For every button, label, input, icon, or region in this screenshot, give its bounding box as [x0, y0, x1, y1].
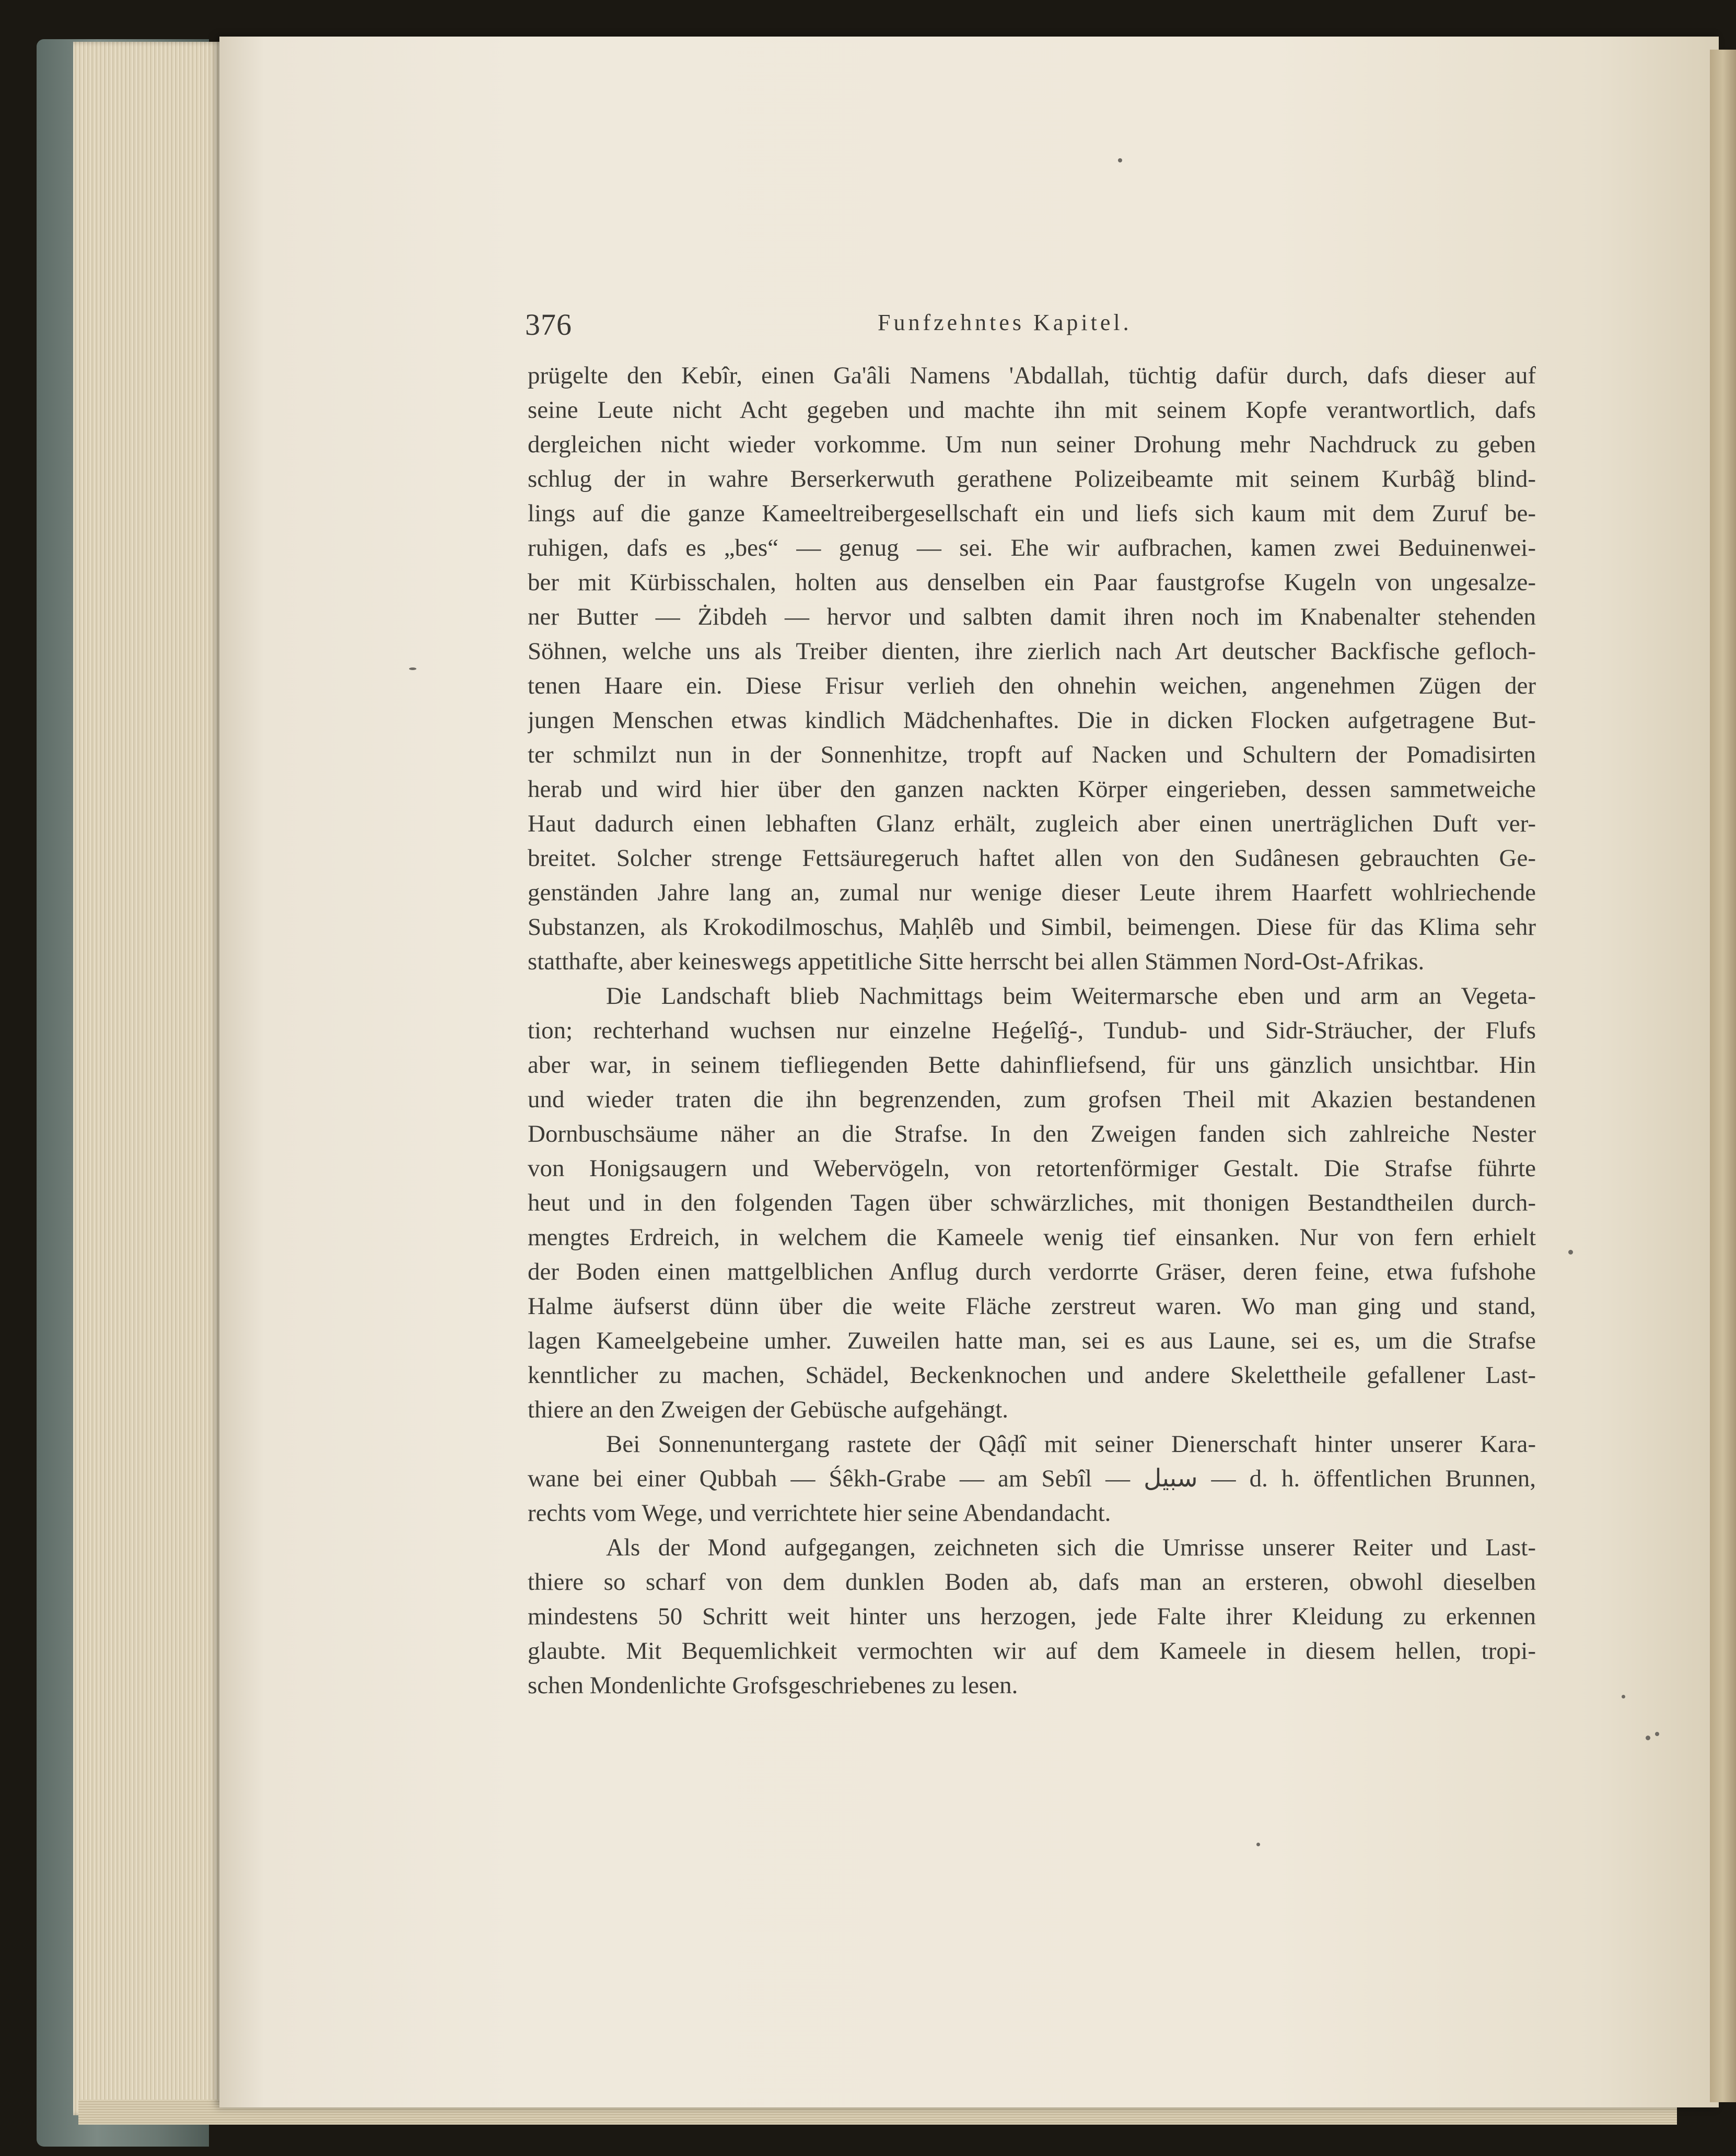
body-text [528, 358, 1536, 1703]
text-line: Halme äufserst dünn über die weite Fläche zerstreut waren. Wo man ging und stand, [528, 1293, 1536, 1320]
text-line: prügelte den Kebîr, einen Ga'âli Namens 'Abdallah, tüchtig dafür durch, dafs dieser auf [528, 362, 1536, 389]
text-line: glaubte. Mit Bequemlichkeit vermochten wir auf dem Kameele in diesem hellen, tropi- [528, 1637, 1536, 1665]
text-line: schen Mondenlichte Grofsgeschriebenes zu lesen. [528, 1672, 1018, 1699]
speck-mark [1256, 1843, 1260, 1846]
text-line: Substanzen, als Krokodilmoschus, Maḥlêb und Simbil, beimengen. Diese für das Klima sehr [528, 913, 1536, 941]
text-line: lings auf die ganze Kameeltreibergesellschaft ein und liefs sich kaum mit dem Zuruf be- [528, 500, 1536, 527]
text-line: dergleichen nicht wieder vorkomme. Um nun seiner Drohung mehr Nachdruck zu geben [528, 431, 1536, 458]
speck-mark [409, 667, 416, 670]
page-header [525, 307, 1533, 349]
text-line: Die Landschaft blieb Nachmittags beim Weitermarsche eben und arm an Vegeta- [606, 982, 1536, 1010]
text-line: thiere an den Zweigen der Gebüsche aufgehängt. [528, 1396, 1009, 1423]
text-line: ruhigen, dafs es „bes“ — genug — sei. Ehe wir aufbrachen, kamen zwei Beduinenwei- [528, 534, 1536, 561]
text-line: mindestens 50 Schritt weit hinter uns herzogen, jede Falte ihrer Kleidung zu erkennen [528, 1603, 1536, 1630]
text-line: von Honigsaugern und Webervögeln, von retortenförmiger Gestalt. Die Strafse führte [528, 1155, 1536, 1182]
text-line: wane bei einer Qubbah — Śêkh-Grabe — am Sebîl — سبيل — d. h. öffentlichen Brunnen, [528, 1465, 1536, 1492]
text-line: seine Leute nicht Acht gegeben und machte ihn mit seinem Kopfe verantwortlich, dafs [528, 396, 1536, 424]
text-line: ber mit Kürbisschalen, holten aus denselben ein Paar faustgrofse Kugeln von ungesalze- [528, 569, 1536, 596]
text-line: lagen Kameelgebeine umher. Zuweilen hatte man, sei es aus Laune, sei es, um die Strafse [528, 1327, 1536, 1354]
text-line: breitet. Solcher strenge Fettsäuregeruch haftet allen von den Sudânesen gebrauchten Ge- [528, 845, 1536, 872]
speck-mark [1655, 1732, 1659, 1736]
text-line: Bei Sonnenuntergang rastete der Qâḍî mit seiner Dienerschaft hinter unserer Kara- [606, 1431, 1536, 1458]
page-number: 376 [525, 308, 572, 342]
running-head: Funfzehntes Kapitel. [878, 310, 1132, 335]
text-line: rechts vom Wege, und verrichtete hier seine Abendandacht. [528, 1499, 1111, 1527]
text-line: schlug der in wahre Berserkerwuth gerathene Polizeibeamte mit seinem Kurbâǧ blind- [528, 465, 1536, 493]
text-line: jungen Menschen etwas kindlich Mädchenhaftes. Die in dicken Flocken aufgetragene But- [528, 707, 1536, 734]
text-line: heut und in den folgenden Tagen über schwärzliches, mit thonigen Bestandtheilen durch- [528, 1189, 1536, 1216]
text-line: kenntlicher zu machen, Schädel, Beckenknochen und andere Skelettheile gefallener Last- [528, 1362, 1536, 1389]
text-line: tion; rechterhand wuchsen nur einzelne Heǵelîǵ-, Tundub- und Sidr-Sträucher, der Flufs [528, 1017, 1536, 1044]
text-line: und wieder traten die ihn begrenzenden, zum grofsen Theil mit Akazien bestandenen [528, 1086, 1536, 1113]
text-line: ter schmilzt nun in der Sonnenhitze, tropft auf Nacken und Schultern der Pomadisirten [528, 741, 1536, 768]
text-line: Haut dadurch einen lebhaften Glanz erhält, zugleich aber einen unerträglichen Duft ver- [528, 810, 1536, 837]
text-line: Dornbuschsäume näher an die Strafse. In den Zweigen fanden sich zahlreiche Nester [528, 1120, 1536, 1147]
speck-mark [1622, 1695, 1625, 1698]
text-line: mengtes Erdreich, in welchem die Kameele wenig tief einsanken. Nur von fern erhielt [528, 1224, 1536, 1251]
speck-mark [1568, 1250, 1573, 1255]
text-line: ner Butter — Żibdeh — hervor und salbten damit ihren noch im Knabenalter stehenden [528, 603, 1536, 630]
text-line: statthafte, aber keineswegs appetitliche Sitte herrscht bei allen Stämmen Nord-Ost-Afrikas. [528, 948, 1425, 975]
text-line: der Boden einen mattgelblichen Anflug durch verdorrte Gräser, deren feine, etwa fufshohe [528, 1258, 1536, 1285]
text-line: Söhnen, welche uns als Treiber dienten, ihre zierlich nach Art deutscher Backfische geflоch- [528, 638, 1536, 665]
speck-mark [1118, 158, 1122, 162]
page-edges-left [73, 42, 230, 2115]
text-line: aber war, in seinem tiefliegenden Bette dahinfliefsend, für uns gänzlich unsichtbar. Hin [528, 1051, 1536, 1079]
text-line: thiere so scharf von dem dunklen Boden ab, dafs man an ersteren, obwohl dieselben [528, 1568, 1536, 1596]
text-line: Als der Mond aufgegangen, zeichneten sich die Umrisse unserer Reiter und Last- [606, 1534, 1536, 1561]
text-line: herab und wird hier über den ganzen nackten Körper eingerieben, dessen sammetweiche [528, 776, 1536, 803]
page-edge-right [1710, 50, 1736, 2102]
speck-mark [1646, 1736, 1650, 1740]
text-line: tenen Haare ein. Diese Frisur verlieh den ohnehin weichen, angenehmen Zügen der [528, 672, 1536, 699]
text-line: genständen Jahre lang an, zumal nur wenige dieser Leute ihrem Haarfett wohlriechende [528, 879, 1536, 906]
